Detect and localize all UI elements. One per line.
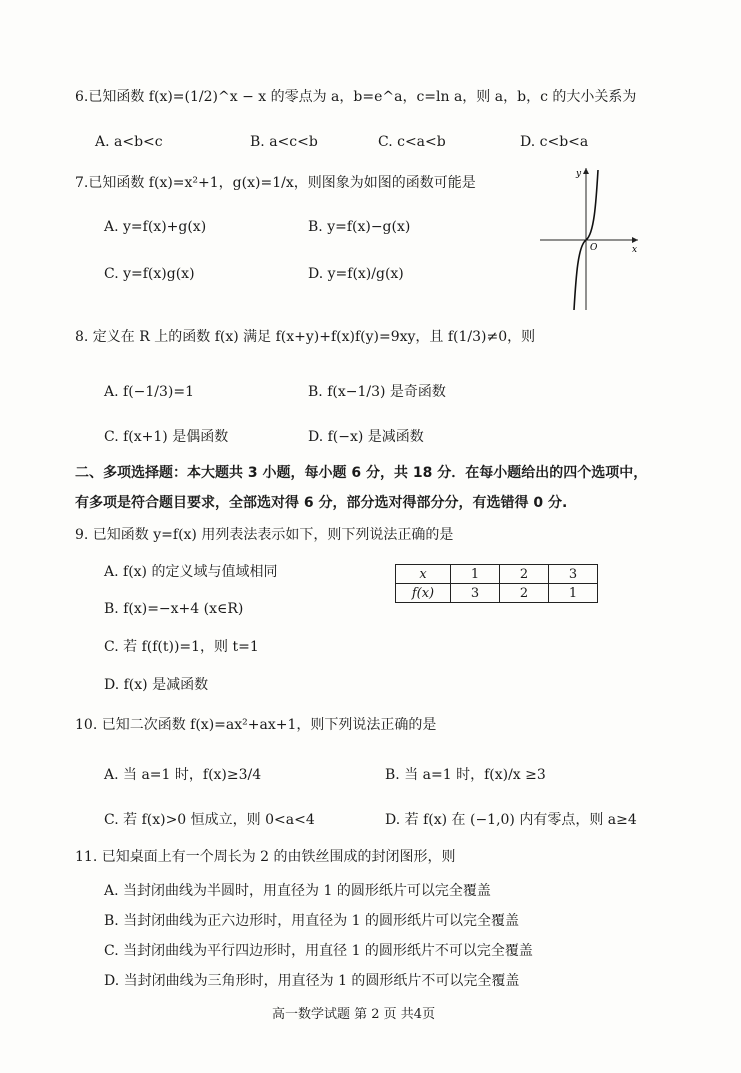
page-footer: 高一数学试题 第 2 页 共4页	[272, 1007, 436, 1022]
question-6-option-a: A. a<b<c	[95, 134, 163, 150]
question-10-option-b: B. 当 a=1 时，f(x)/x ≥3	[385, 767, 546, 783]
question-7-option-a: A. y=f(x)+g(x)	[104, 219, 207, 235]
x-axis-label: x	[632, 245, 638, 255]
question-6-stem: 6.已知函数 f(x)=(1/2)^x − x 的零点为 a，b=e^a，c=ln a，则 a，b，c 的大小关系为	[75, 89, 637, 105]
table-cell: 3	[451, 584, 500, 603]
question-8-option-b: B. f(x−1/3) 是奇函数	[308, 384, 446, 400]
section-2-heading-line2: 有多项是符合题目要求，全部选对得 6 分，部分选对得部分分，有选错得 0 分.	[75, 495, 568, 511]
table-cell: f(x)	[396, 584, 451, 603]
question-11-option-b: B. 当封闭曲线为正六边形时，用直径为 1 的圆形纸片可以完全覆盖	[104, 913, 519, 929]
question-10-stem: 10. 已知二次函数 f(x)=ax²+ax+1，则下列说法正确的是	[75, 717, 437, 733]
question-11-option-c: C. 当封闭曲线为平行四边形时，用直径 1 的圆形纸片不可以完全覆盖	[104, 943, 533, 959]
table-cell: 1	[549, 584, 598, 603]
question-10-option-d: D. 若 f(x) 在 (−1,0) 内有零点，则 a≥4	[385, 812, 637, 828]
question-9-option-a: A. f(x) 的定义域与值域相同	[104, 564, 278, 580]
question-9-option-b: B. f(x)=−x+4 (x∈R)	[104, 601, 244, 617]
table-cell: x	[396, 565, 451, 584]
table-cell: 3	[549, 565, 598, 584]
question-6-option-d: D. c<b<a	[520, 134, 589, 150]
question-6-option-b: B. a<c<b	[250, 134, 318, 150]
origin-label: O	[590, 243, 598, 253]
function-table	[395, 564, 598, 603]
question-9-option-c: C. 若 f(f(t))=1，则 t=1	[104, 639, 259, 655]
question-8-option-a: A. f(−1/3)=1	[104, 384, 195, 400]
table-row	[396, 565, 598, 584]
question-9-stem: 9. 已知函数 y=f(x) 用列表法表示如下，则下列说法正确的是	[75, 527, 454, 543]
table-cell: 2	[500, 565, 549, 584]
section-2-heading-line1: 二、多项选择题：本大题共 3 小题，每小题 6 分，共 18 分．在每小题给出的四个选项中，	[75, 465, 648, 481]
question-10-option-c: C. 若 f(x)>0 恒成立，则 0<a<4	[104, 812, 315, 828]
table-row	[396, 584, 598, 603]
y-axis-arrow-icon	[583, 168, 589, 174]
question-11-stem: 11. 已知桌面上有一个周长为 2 的由铁丝围成的封闭图形，则	[75, 849, 456, 865]
question-9-option-d: D. f(x) 是减函数	[104, 677, 209, 693]
table-cell: 1	[451, 565, 500, 584]
question-7-stem: 7.已知函数 f(x)=x²+1，g(x)=1/x，则图象为如图的函数可能是	[75, 175, 476, 191]
question-10-option-a: A. 当 a=1 时，f(x)≥3/4	[104, 767, 262, 783]
question-8-option-d: D. f(−x) 是减函数	[308, 429, 424, 445]
question-8-stem: 8. 定义在 R 上的函数 f(x) 满足 f(x+y)+f(x)f(y)=9xy，且 f(1/3)≠0，则	[75, 329, 536, 345]
table-cell: 2	[500, 584, 549, 603]
question-7-option-b: B. y=f(x)−g(x)	[308, 219, 411, 235]
y-axis-label: y	[576, 169, 582, 179]
question-6-option-c: C. c<a<b	[378, 134, 446, 150]
question-7-option-c: C. y=f(x)g(x)	[104, 266, 195, 282]
question-7-option-d: D. y=f(x)/g(x)	[308, 266, 404, 282]
question-7-graph	[540, 164, 642, 312]
question-11-option-d: D. 当封闭曲线为三角形时，用直径为 1 的圆形纸片不可以完全覆盖	[104, 973, 520, 989]
x-axis-arrow-icon	[632, 237, 638, 243]
question-8-option-c: C. f(x+1) 是偶函数	[104, 429, 229, 445]
question-11-option-a: A. 当封闭曲线为半圆时，用直径为 1 的圆形纸片可以完全覆盖	[104, 883, 491, 899]
